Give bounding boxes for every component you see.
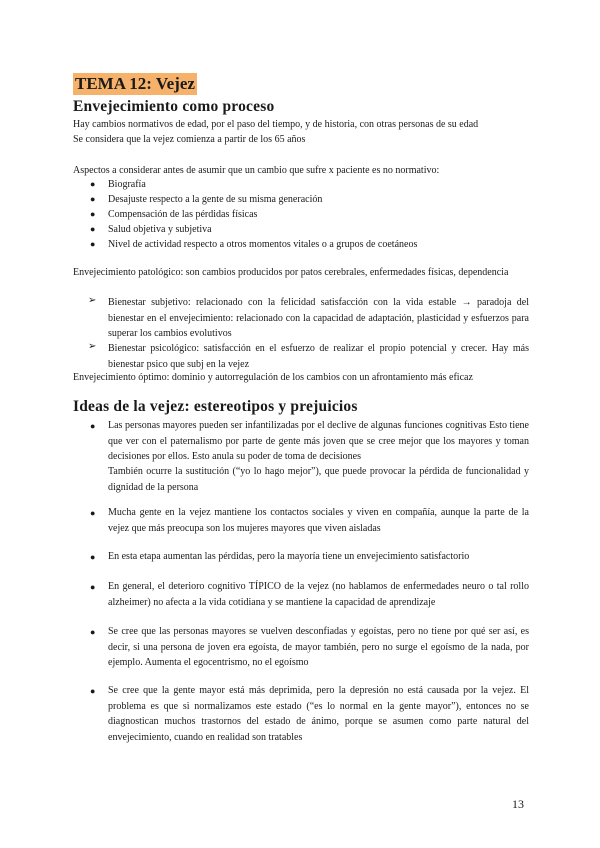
paragraph-cambios: Hay cambios normativos de edad, por el paso del tiempo, y de historia, con otras personas de su edad: [73, 119, 479, 130]
page-title: TEMA 12: Vejez: [75, 74, 195, 93]
bullet-icon: ●: [90, 179, 96, 189]
arrow-bullet-icon: ➢: [88, 341, 97, 352]
list-item: Salud objetiva y subjetiva: [108, 224, 212, 235]
list-item: Biografía: [108, 179, 146, 190]
bullet-icon: ●: [90, 194, 96, 204]
list-item: Desajuste respecto a la gente de su misma generación: [108, 194, 323, 205]
paragraph-patologico: Envejecimiento patológico: son cambios producidos por patos cerebrales, enfermedades físicas, dependencia: [73, 267, 509, 278]
list-item: En general, el deterioro cognitivo TÍPICO de la vejez (no hablamos de enfermedades neuro o tal rollo alzheimer) no afecta a la vida cotidiana y se mantiene la capacidad de aprendizaje: [108, 581, 529, 608]
list-item: Mucha gente en la vejez mantiene los contactos sociales y viven en compañía, aunque la parte de la vejez que más preocupa son los mujeres mayores que viven aisladas: [108, 507, 529, 534]
section-heading-ideas: Ideas de la vejez: estereotipos y prejuicios: [73, 398, 358, 415]
sub-item-bienestar-psicologico: Bienestar psicológico: satisfacción en el esfuerzo de realizar el propio potencial y crecer. Hay más bienestar psico que subj en la vejez: [108, 343, 529, 370]
list-item-continuation: También ocurre la sustitución (“yo lo hago mejor”), que puede provocar la pérdida de funcionalidad y dignidad de la persona: [108, 466, 529, 493]
page-number: 13: [512, 797, 524, 811]
list-item: Se cree que la gente mayor está más deprimida, pero la depresión no está causada por la vejez. El problema es que si normalizamos este estado (“es lo normal en la gente mayor”), entonces no se diagnostican muchos trastornos del estado de ánimo, porque se asumen como parte natural del envejecimiento, cuando en realidad son tratables: [108, 685, 529, 743]
bullet-icon: ●: [90, 627, 96, 637]
sub-item-bienestar-subjetivo: Bienestar subjetivo: relacionado con la felicidad satisfacción con la vida estable → paradoja del bienestar en el envejecimiento: relacionado con la capacidad de adaptación, plasticidad y esfuerzos para superar los cambios evolutivos: [108, 297, 529, 339]
paragraph-optimo: Envejecimiento óptimo: dominio y autorregulación de los cambios con un afrontamiento más eficaz: [73, 372, 473, 383]
list-item: Compensación de las pérdidas físicas: [108, 209, 258, 220]
arrow-bullet-icon: ➢: [88, 295, 97, 306]
bullet-icon: ●: [90, 224, 96, 234]
bullet-icon: ●: [90, 209, 96, 219]
section-heading-envejecimiento: Envejecimiento como proceso: [73, 98, 275, 115]
bullet-icon: ●: [90, 552, 96, 562]
list-item: Se cree que las personas mayores se vuelven desconfiadas y egoístas, pero no tiene por qué ser así, es decir, si una persona de joven era egoísta, de mayor también, pero no surge el egoísmo de la nada, por ejemplo. Aumenta el egocentrismo, no el egoísmo: [108, 626, 529, 668]
bullet-icon: ●: [90, 508, 96, 518]
list-item: Las personas mayores pueden ser infantilizadas por el declive de algunas funciones cognitivas Esto tiene que ver con el paternalismo por parte de gente más joven que se cree mejor que los mayores y toman decisiones por ellos. Esto anula su poder de toma de decisiones: [108, 420, 529, 462]
list-item: En esta etapa aumentan las pérdidas, pero la mayoría tiene un envejecimiento satisfactorio: [108, 551, 470, 562]
list-item: Nivel de actividad respecto a otros momentos vitales o a grupos de coetáneos: [108, 239, 418, 250]
bullet-icon: ●: [90, 239, 96, 249]
aspects-intro: Aspectos a considerar antes de asumir que un cambio que sufre x paciente es no normativo:: [73, 165, 440, 176]
paragraph-vejez-65: Se considera que la vejez comienza a partir de los 65 años: [73, 134, 306, 145]
bullet-icon: ●: [90, 582, 96, 592]
bullet-icon: ●: [90, 421, 96, 431]
bullet-icon: ●: [90, 686, 96, 696]
